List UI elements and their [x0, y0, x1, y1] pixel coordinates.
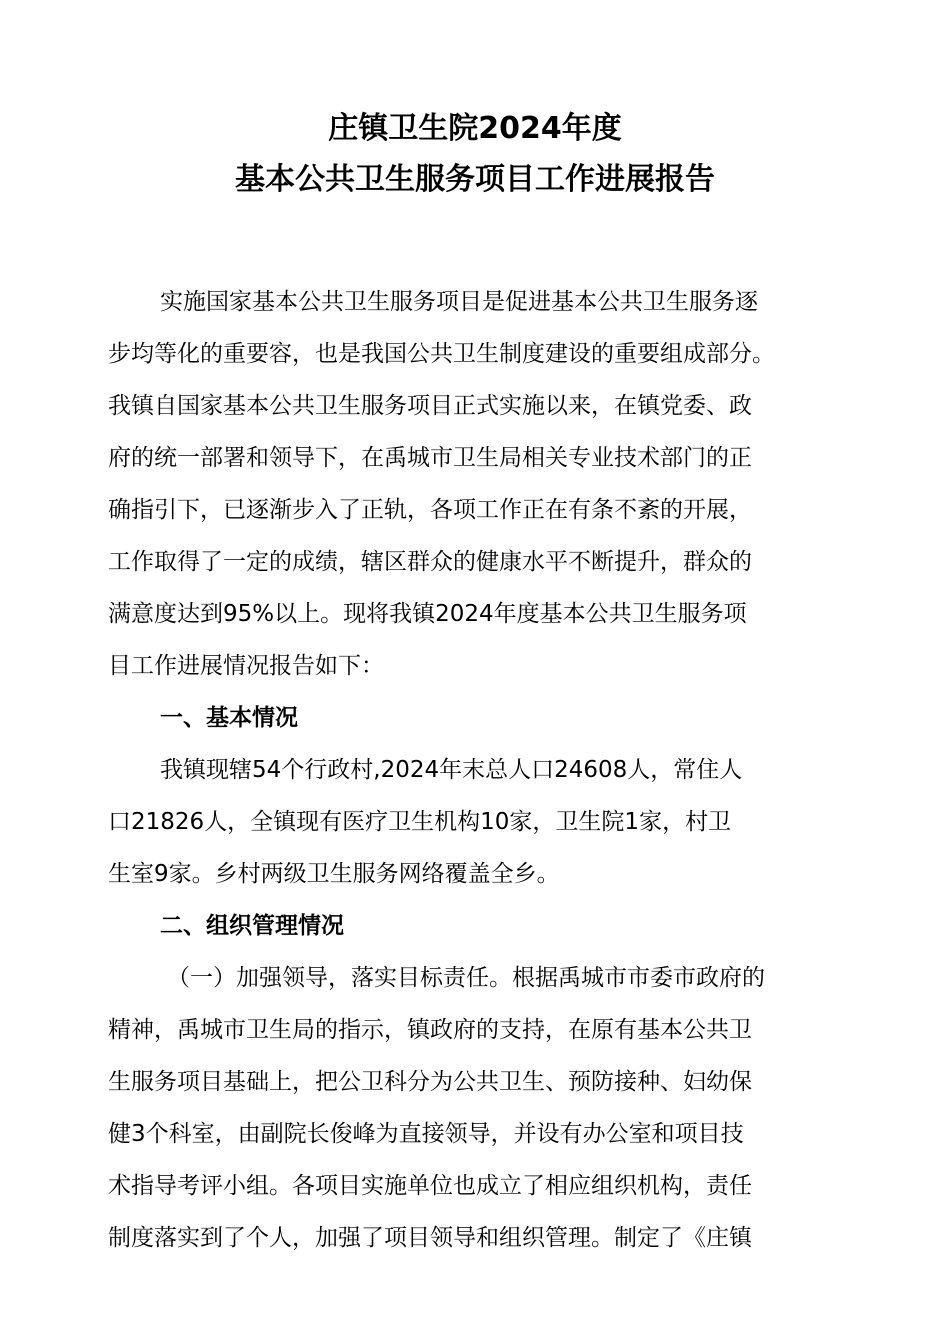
organization-paragraph-line: 健3个科室，由副院长俊峰为直接领导，并设有办公室和项目技	[108, 1121, 744, 1147]
intro-paragraph-line: 工作取得了一定的成绩，辖区群众的健康水平不断提升，群众的	[108, 549, 752, 575]
basic-situation-line: 我镇现辖54个行政村,2024年末总人口24608人，常住人	[160, 757, 743, 783]
document-title-line-2: 基本公共卫生服务项目工作进展报告	[235, 162, 715, 197]
organization-paragraph-line: 制度落实到了个人，加强了项目领导和组织管理。制定了《庄镇	[108, 1225, 752, 1251]
intro-paragraph-line: 实施国家基本公共卫生服务项目是促进基本公共卫生服务逐	[160, 289, 758, 315]
basic-situation-line: 口21826人，全镇现有医疗卫生机构10家，卫生院1家，村卫	[108, 809, 732, 835]
basic-situation-line: 生室9家。乡村两级卫生服务网络覆盖全乡。	[108, 861, 560, 887]
intro-paragraph-line: 府的统一部署和领导下，在禹城市卫生局相关专业技术部门的正	[108, 445, 752, 471]
document-body	[108, 276, 848, 1264]
section-heading-organization: 二、组织管理情况	[160, 913, 344, 939]
intro-paragraph-line: 满意度达到95%以上。现将我镇2024年度基本公共卫生服务项	[108, 601, 747, 627]
organization-paragraph-line: 精神，禹城市卫生局的指示，镇政府的支持，在原有基本公共卫	[108, 1017, 752, 1043]
organization-paragraph-line: 术指导考评小组。各项目实施单位也成立了相应组织机构，责任	[108, 1173, 752, 1199]
intro-paragraph-line: 确指引下，已逐渐步入了正轨，各项工作正在有条不紊的开展，	[108, 497, 752, 523]
organization-paragraph-line: 生服务项目基础上，把公卫科分为公共卫生、预防接种、妇幼保	[108, 1069, 752, 1095]
intro-paragraph-line: 我镇自国家基本公共卫生服务项目正式实施以来，在镇党委、政	[108, 393, 752, 419]
organization-paragraph-line: （一）加强领导，落实目标责任。根据禹城市市委市政府的	[167, 965, 765, 991]
intro-paragraph-line: 目工作进展情况报告如下：	[108, 653, 384, 679]
section-heading-basic-situation: 一、基本情况	[160, 705, 298, 731]
intro-paragraph-line: 步均等化的重要容，也是我国公共卫生制度建设的重要组成部分。	[108, 341, 775, 367]
document-title-line-1: 庄镇卫生院2024年度	[328, 111, 622, 146]
